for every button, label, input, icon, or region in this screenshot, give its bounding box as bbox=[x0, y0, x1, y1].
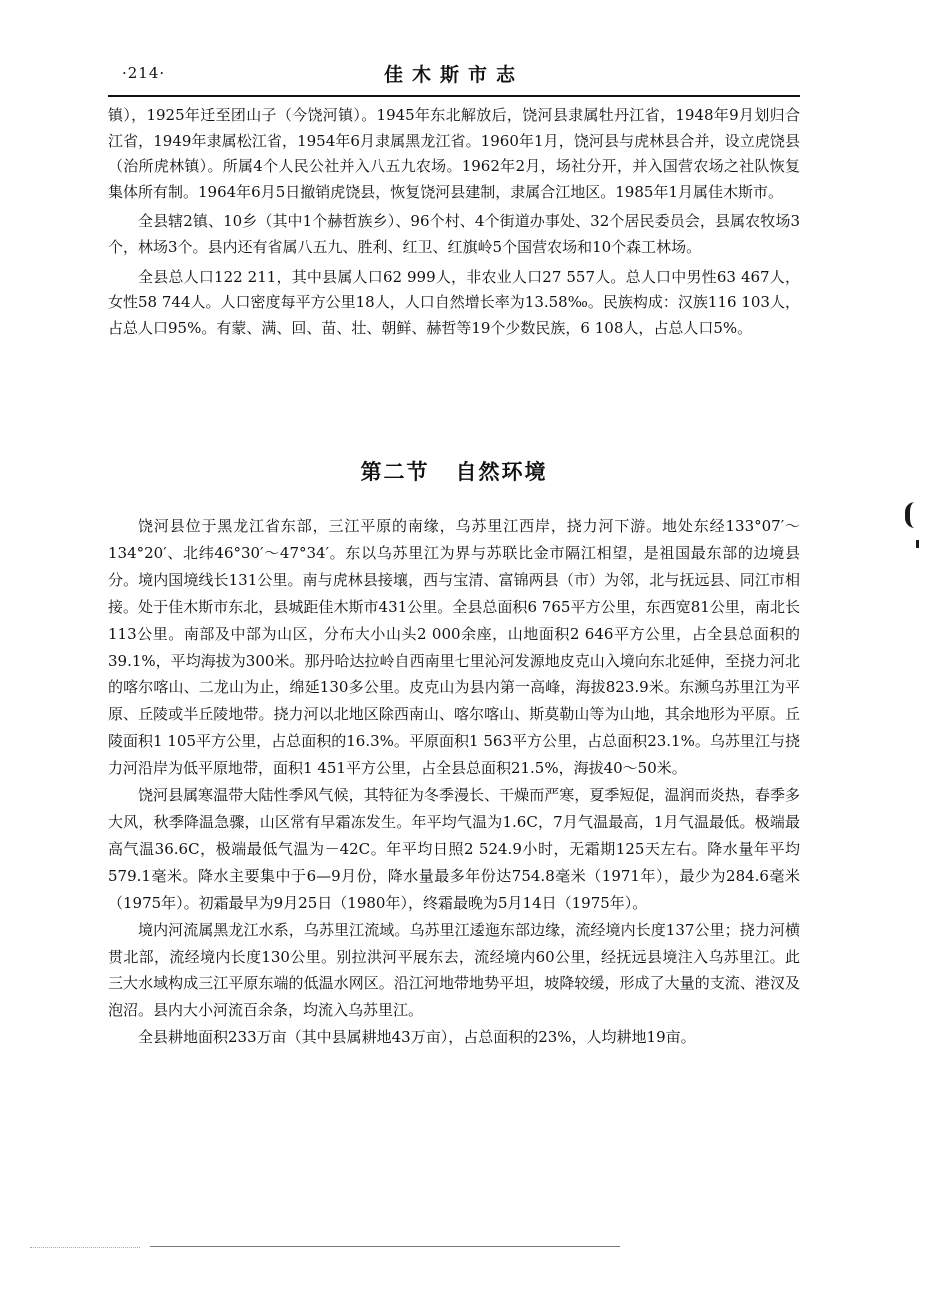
section-number: 第二节 bbox=[360, 460, 430, 484]
scan-margin-mark bbox=[905, 502, 918, 528]
scan-footer-dots bbox=[30, 1247, 140, 1248]
scan-margin-dot bbox=[916, 540, 919, 548]
paragraph-administration: 全县辖2镇、10乡（其中1个赫哲族乡）、96个村、4个街道办事处、32个居民委员会，县属农牧场3个，林场3个。县内还有省属八五九、胜利、红卫、红旗岭5个国营农场和10个森工林场。 bbox=[108, 212, 800, 256]
running-title: 佳木斯市志 bbox=[383, 64, 524, 86]
scan-footer-rule bbox=[150, 1246, 620, 1247]
page-number: ·214· bbox=[122, 64, 166, 82]
body-text-top bbox=[108, 103, 800, 341]
paragraph-population: 全县总人口122 211，其中县属人口62 999人，非农业人口27 557人。总人口中男性63 467人，女性58 744人。人口密度每平方公里18人，人口自然增长率为13.58‰。民族构成：汉族116 103人，占总人口95%。有蒙、满、回、苗、壮、朝鲜、赫哲等19个少数民族，6 108人，占总人口5%。 bbox=[108, 267, 800, 337]
section-title: 自然环境 bbox=[455, 460, 548, 484]
body-text-section bbox=[108, 513, 800, 1051]
page-header bbox=[108, 60, 800, 92]
paragraph-rivers: 境内河流属黑龙江水系，乌苏里江流域。乌苏里江逶迤东部边缘，流经境内长度137公里；挠力河横贯北部，流经境内长度130公里。别拉洪河平展东去，流经境内60公里，经抚远县境注入乌苏里江。此三大水域构成三江平原东端的低温水网区。沿江河地带地势平坦，坡降较缓，形成了大量的支流、港汊及泡沼。县内大小河流百余条，均流入乌苏里江。 bbox=[108, 920, 800, 1020]
paragraph-climate: 饶河县属寒温带大陆性季风气候，其特征为冬季漫长、干燥而严寒，夏季短促，温润而炎热，春季多大风，秋季降温急骤，山区常有早霜冻发生。年平均气温为1.6C，7月气温最高，1月气温最低。极端最高气温36.6C，极端最低气温为－42C。年平均日照2 524.9小时，无霜期125天左右。降水量年平均579.1毫米。降水主要集中于6—9月份，降水量最多年份达754.8毫米（1971年），最少为284.6毫米（1975年）。初霜最早为9月25日（1980年），终霜最晚为5月14日（1975年）。 bbox=[108, 786, 800, 912]
paragraph-geography: 饶河县位于黑龙江省东部，三江平原的南缘，乌苏里江西岸，挠力河下游。地处东经133°07′～134°20′、北纬46°30′～47°34′。东以乌苏里江为界与苏联比金市隔江相望，是祖国最东部的边境县分。境内国境线长131公里。南与虎林县接壤，西与宝清、富锦两县（市）为邻，北与抚远县、同江市相接。处于佳木斯市东北，县城距佳木斯市431公里。全县总面积6 765平方公里，东西宽81公里，南北长113公里。南部及中部为山区，分布大小山头2 000余座，山地面积2 646平方公里，占全县总面积的39.1%，平均海拔为300米。那丹哈达拉岭自西南里七里沁河发源地皮克山入境向东北延伸，至挠力河北的喀尔喀山、二龙山为止，绵延130多公里。皮克山为县内第一高峰，海拔823.9米。东濒乌苏里江为平原、丘陵或半丘陵地带。挠力河以北地区除西南山、喀尔喀山、斯莫勒山等为山地，其余地形为平原。丘陵面积1 105平方公里，占总面积的16.3%。平原面积1 563平方公里，占总面积23.1%。乌苏里江与挠力河沿岸为低平原地带，面积1 451平方公里，占全县总面积21.5%，海拔40～50米。 bbox=[108, 517, 800, 778]
paragraph-continued: 镇），1925年迁至团山子（今饶河镇）。1945年东北解放后，饶河县隶属牡丹江省，1948年9月划归合江省，1949年隶属松江省，1954年6月隶属黑龙江省。1960年1月，饶河县与虎林县合并，设立虎饶县（治所虎林镇）。所属4个人民公社并入八五九农场。1962年2月，场社分开，并入国营农场之社队恢复集体所有制。1964年6月5日撤销虎饶县，恢复饶河县建制，隶属合江地区。1985年1月属佳木斯市。 bbox=[108, 106, 800, 201]
paragraph-farmland: 全县耕地面积233万亩（其中县属耕地43万亩），占总面积的23%，人均耕地19亩。 bbox=[138, 1028, 696, 1047]
header-rule bbox=[108, 95, 800, 97]
section-heading bbox=[108, 456, 800, 486]
